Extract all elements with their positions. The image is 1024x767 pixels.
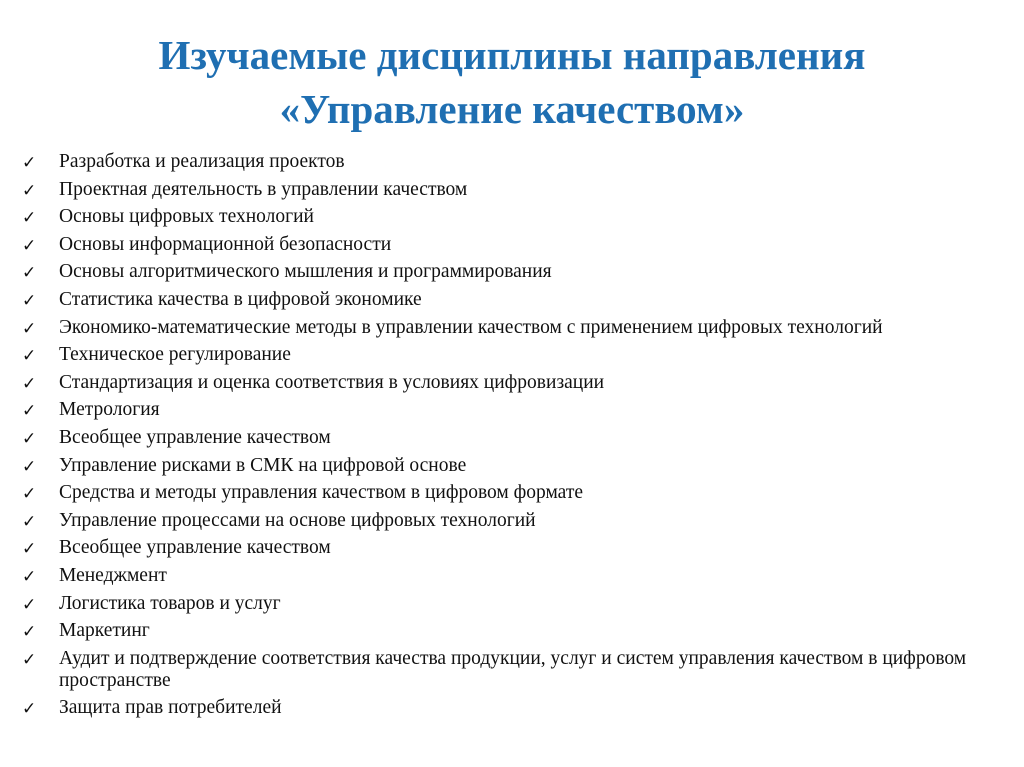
checkmark-icon: ✓	[22, 699, 37, 720]
list-item	[22, 372, 1012, 394]
list-item-label: Всеобщее управление качеством	[59, 537, 331, 559]
list-item-label: Логистика товаров и услуг	[59, 592, 281, 614]
page-title	[0, 28, 1024, 136]
list-item-label: Техническое регулирование	[59, 344, 291, 366]
checkmark-icon: ✓	[22, 484, 37, 505]
checkmark-icon: ✓	[22, 290, 37, 311]
list-item-label: Менеджмент	[59, 564, 167, 586]
list-item-label: Управление рисками в СМК на цифровой основе	[59, 454, 467, 476]
list-item-label: Экономико-математические методы в управлении качеством с применением цифровых технологий	[59, 316, 883, 338]
disciplines-list	[22, 151, 1012, 725]
list-item	[22, 482, 1012, 504]
checkmark-icon: ✓	[22, 263, 37, 284]
list-item-label: Основы алгоритмического мышления и программирования	[59, 261, 552, 283]
list-item	[22, 648, 1012, 692]
list-item	[22, 289, 1012, 311]
checkmark-icon: ✓	[22, 456, 37, 477]
list-item-label: Стандартизация и оценка соответствия в условиях цифровизации	[59, 371, 605, 393]
list-item	[22, 593, 1012, 615]
list-item-label: Маркетинг	[59, 620, 150, 642]
list-item	[22, 317, 1012, 339]
checkmark-icon: ✓	[22, 153, 37, 173]
list-item	[22, 151, 1012, 173]
checkmark-icon: ✓	[22, 539, 37, 560]
list-item	[22, 234, 1012, 256]
checkmark-icon: ✓	[22, 622, 37, 643]
list-item-label: Всеобщее управление качеством	[59, 426, 331, 448]
list-item	[22, 206, 1012, 228]
list-item	[22, 179, 1012, 201]
checkmark-icon: ✓	[22, 180, 37, 201]
list-item-label: Аудит и подтверждение соответствия качества продукции, услуг и систем управления качеством в цифровом пространстве	[59, 647, 967, 691]
checkmark-icon: ✓	[22, 318, 37, 339]
list-item-label: Разработка и реализация проектов	[59, 151, 345, 172]
list-item-label: Основы цифровых технологий	[59, 206, 314, 228]
list-item	[22, 510, 1012, 532]
list-item-label: Управление процессами на основе цифровых технологий	[59, 509, 536, 531]
list-item	[22, 261, 1012, 283]
checkmark-icon: ✓	[22, 208, 37, 229]
checkmark-icon: ✓	[22, 346, 37, 367]
checkmark-icon: ✓	[22, 428, 37, 449]
checkmark-icon: ✓	[22, 401, 37, 422]
list-item-label: Метрология	[59, 399, 160, 421]
list-item-label: Средства и методы управления качеством в цифровом формате	[59, 482, 584, 504]
title-line-2: «Управление качеством»	[279, 86, 745, 132]
checkmark-icon: ✓	[22, 235, 37, 256]
list-item-label: Статистика качества в цифровой экономике	[59, 288, 422, 310]
list-item-label: Защита прав потребителей	[59, 697, 282, 719]
list-item	[22, 344, 1012, 366]
list-item-label: Основы информационной безопасности	[59, 233, 392, 255]
checkmark-icon: ✓	[22, 373, 37, 394]
title-line-1: Изучаемые дисциплины направления	[158, 32, 866, 78]
list-item-label: Проектная деятельность в управлении качеством	[59, 178, 468, 200]
list-item	[22, 537, 1012, 559]
checkmark-icon: ✓	[22, 566, 37, 587]
checkmark-icon: ✓	[22, 511, 37, 532]
list-item	[22, 620, 1012, 642]
list-item	[22, 427, 1012, 449]
checkmark-icon: ✓	[22, 594, 37, 615]
list-item	[22, 697, 1012, 719]
checkmark-icon: ✓	[22, 649, 37, 670]
list-item	[22, 565, 1012, 587]
list-item	[22, 455, 1012, 477]
list-item	[22, 399, 1012, 421]
